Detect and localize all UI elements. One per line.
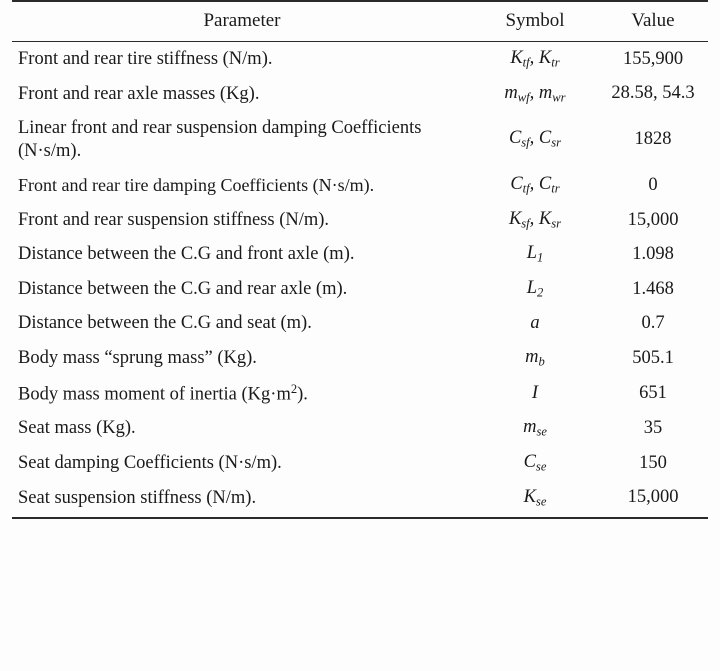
cell-value: 505.1 (632, 347, 674, 368)
symbol-subscript: tf (522, 55, 530, 70)
cell-symbol (472, 237, 598, 272)
cell-value: 35 (643, 418, 663, 439)
symbol-subscript-2: sr (551, 135, 562, 150)
parameter-superscript: 2 (290, 381, 298, 396)
symbol-separator: , (529, 128, 539, 149)
table-row (12, 42, 708, 77)
symbol-separator: , (529, 48, 539, 69)
table-row (12, 111, 708, 168)
cell-parameter: Linear front and rear suspension damping Coefficients (N·s/m). (18, 118, 422, 161)
symbol-base: C (510, 174, 523, 195)
cell-parameter: Front and rear tire damping Coefficients (N·s/m). (18, 174, 375, 195)
cell-parameter: Front and rear axle masses (Kg). (18, 83, 260, 104)
symbol-base: a (530, 313, 540, 334)
column-header-symbol: Symbol (472, 1, 598, 42)
cell-parameter: Distance between the C.G and seat (m). (18, 313, 312, 334)
symbol-subscript: 2 (537, 285, 544, 300)
cell-value: 15,000 (627, 209, 679, 230)
cell-value: 1.098 (632, 244, 674, 265)
symbol-base-2: C (538, 174, 552, 195)
table-row (12, 272, 708, 307)
cell-value: 0.7 (641, 313, 665, 334)
cell-symbol (472, 341, 598, 376)
symbol-separator: , (529, 82, 539, 103)
table-row (12, 237, 708, 272)
table-row (12, 306, 708, 341)
parameter-text-pre: Body mass moment of inertia (Kg·m (18, 383, 291, 404)
table-row (12, 446, 708, 481)
cell-value: 651 (639, 383, 667, 403)
symbol-base: L (526, 243, 537, 264)
symbol-base-2: K (538, 48, 552, 69)
symbol-base: m (504, 82, 518, 103)
cell-symbol (472, 411, 598, 446)
cell-parameter: Front and rear tire stiffness (N/m). (18, 49, 273, 69)
symbol-base: K (523, 486, 536, 507)
cell-symbol (472, 42, 598, 77)
cell-parameter: Seat mass (Kg). (18, 418, 136, 439)
symbol-subscript: sf (521, 135, 530, 150)
symbol-base: K (508, 208, 522, 229)
table-header (12, 1, 708, 42)
cell-value: 1.468 (632, 278, 674, 299)
symbol-base-2: m (538, 82, 553, 103)
table-row (12, 411, 708, 446)
symbol-subscript: tf (522, 181, 530, 196)
column-header-value: Value (598, 1, 708, 42)
cell-symbol (472, 306, 598, 341)
cell-parameter: Front and rear suspension stiffness (N/m). (18, 209, 330, 230)
cell-symbol (472, 77, 598, 112)
symbol-subscript: 1 (537, 250, 544, 265)
symbol-base: I (531, 383, 539, 403)
table-row (12, 341, 708, 376)
cell-value: 155,900 (622, 48, 684, 69)
cell-parameter: Body mass “sprung mass” (Kg). (18, 348, 257, 369)
symbol-base-2: K (538, 208, 552, 229)
symbol-subscript: se (535, 494, 547, 509)
symbol-subscript-2: sr (551, 216, 562, 231)
symbol-subscript-2: tr (551, 181, 560, 196)
symbol-separator: , (529, 174, 539, 195)
table-body (12, 42, 708, 519)
table-header-row (12, 1, 708, 42)
cell-parameter: Seat suspension stiffness (N/m). (12, 481, 472, 519)
cell-symbol (472, 481, 598, 519)
table-row (12, 376, 708, 412)
table-row (12, 203, 708, 238)
cell-symbol (472, 272, 598, 307)
symbol-base: m (523, 417, 537, 438)
column-header-parameter: Parameter (12, 1, 472, 42)
symbol-subscript: b (538, 354, 545, 369)
cell-value: 15,000 (598, 481, 708, 519)
symbol-base: L (526, 277, 537, 298)
symbol-base: m (525, 347, 539, 368)
symbol-base: C (523, 452, 536, 472)
cell-symbol (472, 203, 598, 238)
table-row (12, 481, 708, 519)
symbol-subscript-2: tr (551, 55, 560, 70)
cell-value: 1828 (634, 129, 672, 150)
cell-parameter (12, 376, 472, 412)
cell-symbol (472, 111, 598, 168)
symbol-subscript: wf (517, 90, 530, 105)
symbol-subscript-2: wr (552, 90, 566, 105)
parameter-text-post: ). (297, 383, 308, 404)
parameters-table (12, 0, 708, 519)
symbol-subscript: se (535, 459, 547, 474)
cell-parameter: Distance between the C.G and rear axle (m). (18, 278, 348, 299)
cell-symbol (472, 376, 598, 412)
symbol-base-2: C (538, 128, 552, 149)
symbol-subscript: sf (521, 216, 530, 231)
cell-symbol (472, 446, 598, 481)
cell-symbol (472, 168, 598, 203)
symbol-subscript: se (536, 424, 547, 439)
symbol-base: K (510, 48, 523, 69)
cell-value: 150 (639, 452, 667, 473)
symbol-base: C (508, 128, 522, 149)
cell-value: 28.58, 54.3 (611, 83, 695, 104)
table-row (12, 168, 708, 203)
cell-value: 0 (648, 175, 658, 195)
table-row (12, 77, 708, 112)
cell-parameter: Seat damping Coefficients (N·s/m). (18, 452, 282, 473)
symbol-separator: , (529, 208, 539, 229)
cell-parameter: Distance between the C.G and front axle (m). (18, 244, 355, 265)
